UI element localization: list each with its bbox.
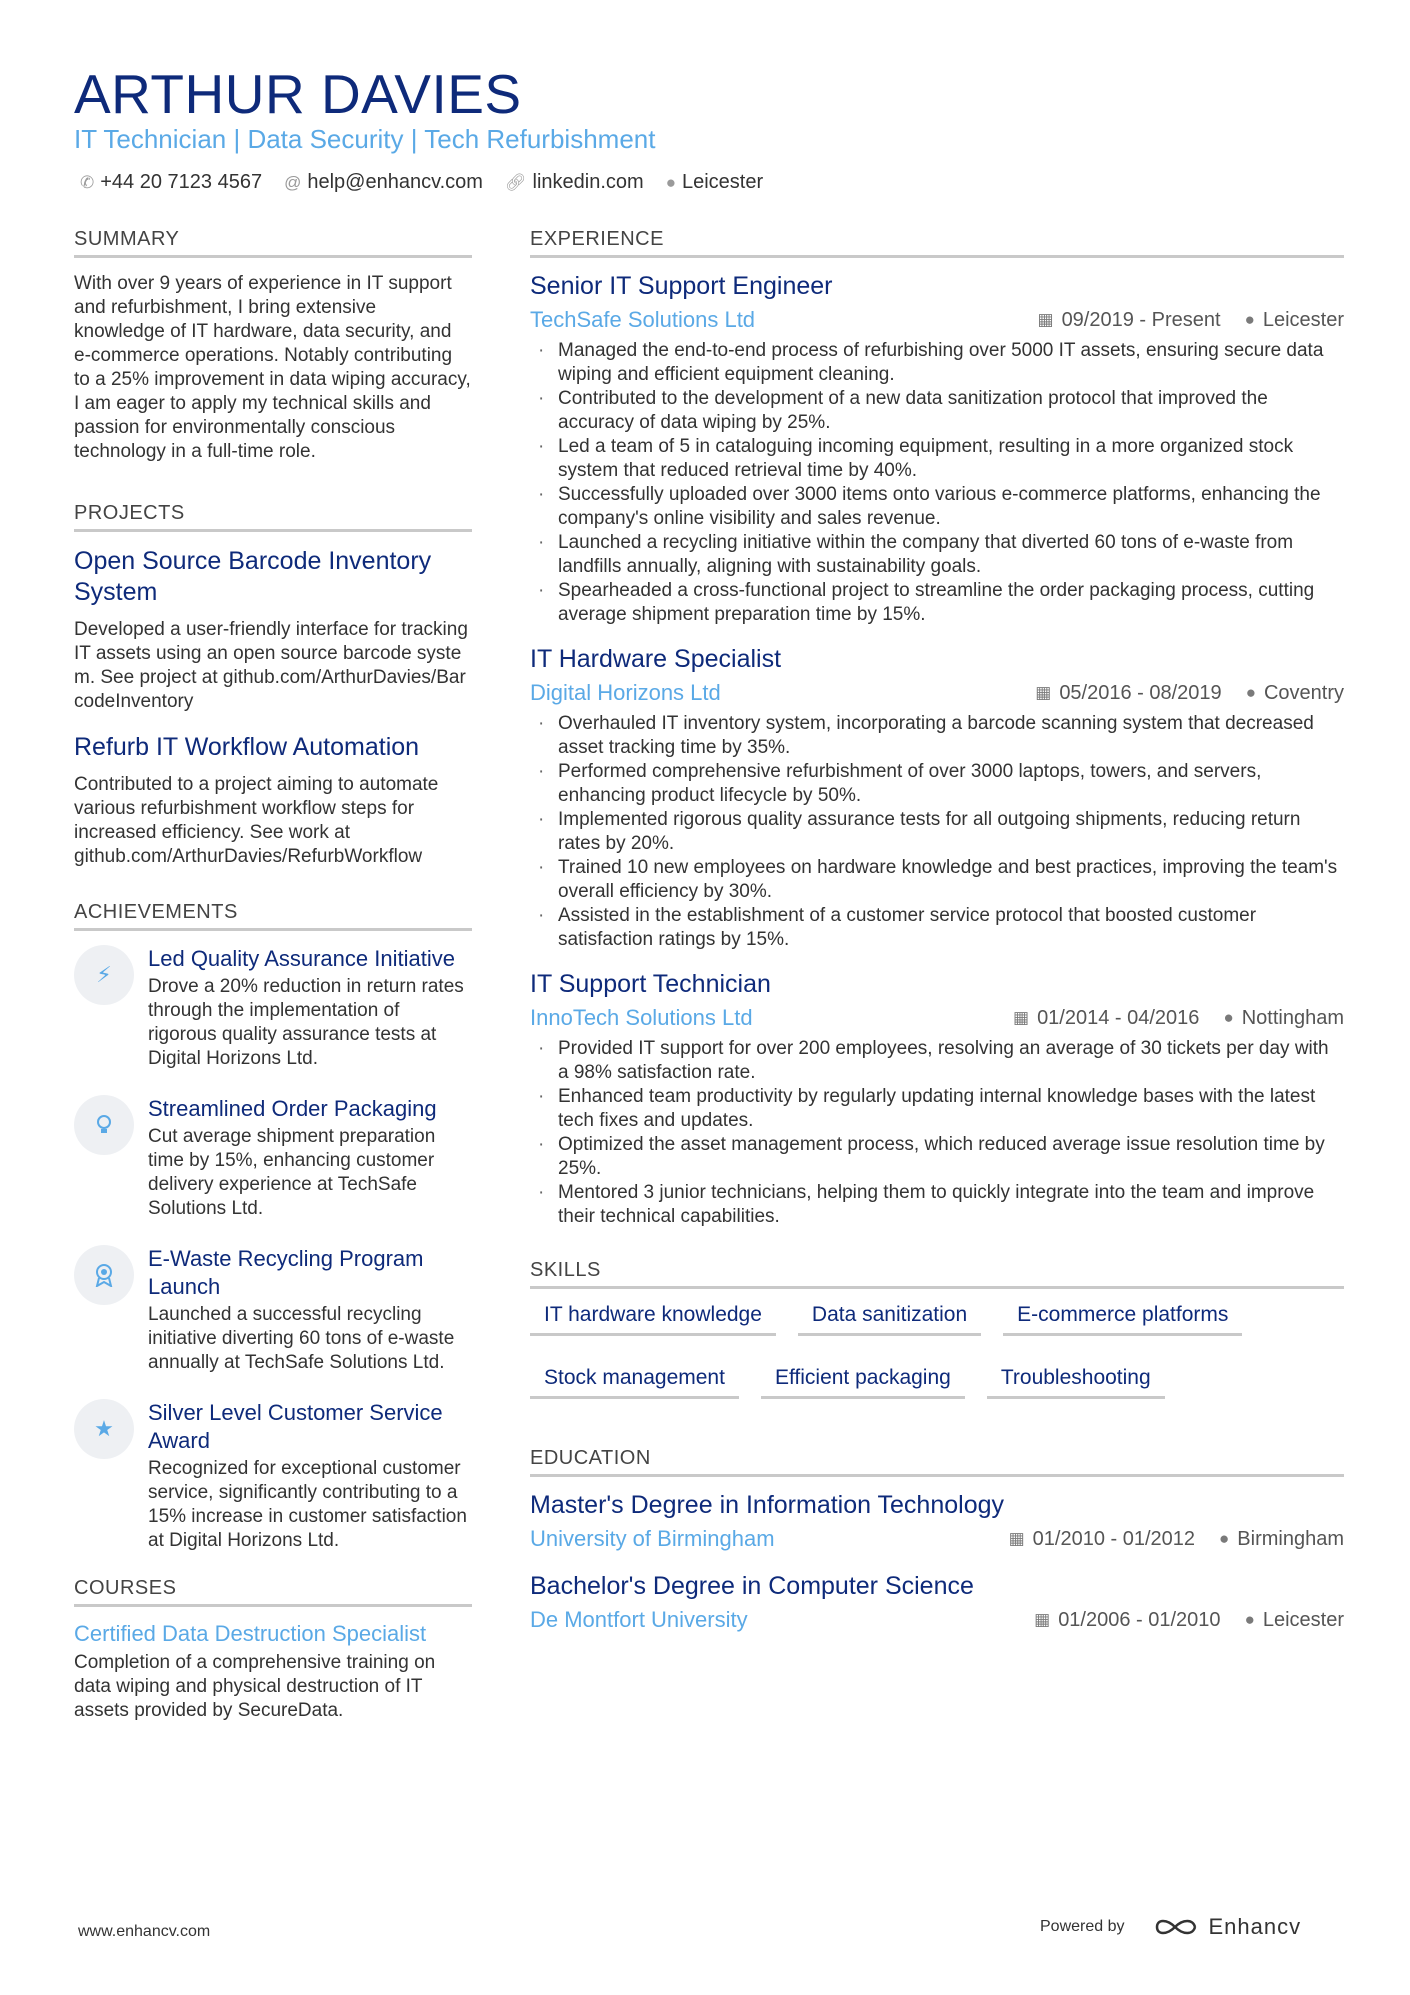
- job-location: Nottingham: [1241, 1006, 1344, 1029]
- location-icon: ●: [1244, 310, 1255, 329]
- skill-tag: Efficient packaging: [761, 1366, 965, 1399]
- job-meta: [530, 680, 1344, 706]
- contact-email[interactable]: [284, 171, 483, 194]
- job-bullet: · Implemented rigorous quality assurance tests for all outgoing shipments, reducing return rates by 20%.: [530, 808, 1344, 856]
- calendar-icon: ▦: [1037, 310, 1054, 329]
- location-icon: ●: [1244, 1610, 1255, 1629]
- achievement-title: Streamlined Order Packaging: [148, 1096, 437, 1121]
- job-dates: 01/2014 - 04/2016: [1037, 1006, 1200, 1029]
- achievement-item: [74, 945, 472, 1071]
- job-bullet: · Led a team of 5 in cataloguing incoming equipment, resulting in a more organized stock system that reduced retrieval time by 40%.: [530, 435, 1344, 483]
- at-icon: @: [284, 172, 302, 192]
- contact-location: [666, 171, 763, 194]
- achievements-heading: ACHIEVEMENTS: [74, 901, 472, 931]
- job-dates: 09/2019 - Present: [1061, 308, 1221, 331]
- education-entry: [530, 1572, 1344, 1633]
- courses-section: [74, 1577, 472, 1723]
- job-bullet: · Successfully uploaded over 3000 items onto various e-commerce platforms, enhancing the company's online visibility and sales revenue.: [530, 483, 1344, 531]
- project-description: Developed a user-friendly interface for tracking IT assets using an open source barcode system. See project at github.com/ArthurDavies/BarcodeInventory: [74, 619, 468, 712]
- job-bullet: · Assisted in the establishment of a customer service protocol that boosted customer satisfaction ratings by 15%.: [530, 904, 1344, 952]
- skill-tag: E-commerce platforms: [1003, 1303, 1242, 1336]
- job-bullet: · Spearheaded a cross-functional project to streamline the order packaging process, cutting average shipment preparation time by 15%.: [530, 579, 1344, 627]
- candidate-tagline: IT Technician | Data Security | Tech Refurbishment: [74, 124, 656, 154]
- education-school: University of Birmingham: [530, 1526, 775, 1551]
- education-degree: Master's Degree in Information Technology: [530, 1491, 1004, 1519]
- achievement-description: Launched a successful recycling initiative diverting 60 tons of e-waste annually at TechSafe Solutions Ltd.: [148, 1304, 455, 1373]
- job-bullets: [530, 1037, 1344, 1229]
- lightning-icon: ⚡︎: [74, 945, 134, 1005]
- job-title: Senior IT Support Engineer: [530, 272, 833, 300]
- job-bullet: · Launched a recycling initiative within the company that diverted 60 tons of e-waste from landfills annually, aligning with sustainability goals.: [530, 531, 1344, 579]
- education-school: De Montfort University: [530, 1607, 748, 1632]
- contact-bar: [80, 171, 763, 194]
- location-icon: ●: [1223, 1008, 1234, 1027]
- enhancv-logo-icon: [1153, 1915, 1199, 1939]
- job-bullet: · Contributed to the development of a new data sanitization protocol that improved the accuracy of data wiping by 25%.: [530, 387, 1344, 435]
- job-bullet: · Trained 10 new employees on hardware knowledge and best practices, improving the team's overall efficiency by 30%.: [530, 856, 1344, 904]
- projects-heading: PROJECTS: [74, 502, 472, 532]
- location-icon: ●: [1219, 1529, 1230, 1548]
- education-meta: [530, 1607, 1344, 1633]
- star-icon: ★: [74, 1399, 134, 1459]
- education-dates: 01/2010 - 01/2012: [1032, 1527, 1196, 1550]
- lightbulb-icon: [74, 1095, 134, 1155]
- job-bullet: · Performed comprehensive refurbishment of over 3000 laptops, towers, and servers, enhancing product lifecycle by 50%.: [530, 760, 1344, 808]
- skills-list: [530, 1303, 1320, 1399]
- contact-linkedin-text[interactable]: linkedin.com: [532, 171, 644, 193]
- skill-tag: Stock management: [530, 1366, 739, 1399]
- achievement-description: Drove a 20% reduction in return rates through the implementation of rigorous quality assurance tests at Digital Horizons Ltd.: [148, 976, 464, 1069]
- skill-tag: Troubleshooting: [987, 1366, 1165, 1399]
- footer-website[interactable]: www.enhancv.com: [78, 1923, 211, 1940]
- project-title: Refurb IT Workflow Automation: [74, 733, 420, 761]
- calendar-icon: ▦: [1013, 1008, 1030, 1027]
- job-meta: [530, 307, 1344, 333]
- projects-section: [74, 502, 472, 869]
- project-description: Contributed to a project aiming to automate various refurbishment workflow steps for increased efficiency. See work at github.com/ArthurDavies/RefurbWorkflow: [74, 774, 439, 867]
- summary-heading: SUMMARY: [74, 228, 472, 258]
- achievement-item: [74, 1095, 472, 1221]
- brand-name: Enhancv: [1208, 1914, 1302, 1939]
- right-column: [530, 228, 1344, 1653]
- candidate-name: ARTHUR DAVIES: [74, 63, 522, 125]
- skill-tag: IT hardware knowledge: [530, 1303, 776, 1336]
- skills-heading: SKILLS: [530, 1259, 1344, 1289]
- left-column: [74, 228, 472, 1723]
- education-section: [530, 1447, 1344, 1633]
- location-icon: ●: [665, 172, 676, 192]
- job-bullet: · Managed the end-to-end process of refurbishing over 5000 IT assets, ensuring secure data wiping and efficient equipment cleaning.: [530, 339, 1344, 387]
- contact-phone: [80, 171, 262, 194]
- job-company: InnoTech Solutions Ltd: [530, 1005, 753, 1030]
- education-heading: EDUCATION: [530, 1447, 1344, 1477]
- job-entry: [530, 970, 1344, 1229]
- contact-linkedin[interactable]: [505, 171, 644, 194]
- experience-section: [530, 228, 1344, 1229]
- job-location: Coventry: [1263, 681, 1344, 704]
- achievement-title: E-Waste Recycling Program Launch: [148, 1246, 424, 1299]
- job-entry: [530, 272, 1344, 627]
- job-title: IT Support Technician: [530, 970, 771, 998]
- job-entry: [530, 645, 1344, 952]
- education-meta: [530, 1526, 1344, 1552]
- job-bullets: [530, 712, 1344, 952]
- award-icon: [74, 1245, 134, 1305]
- enhancv-logo[interactable]: [1153, 1914, 1302, 1940]
- achievement-item: [74, 1399, 472, 1553]
- course-title: Certified Data Destruction Specialist: [74, 1621, 427, 1646]
- achievement-title: Silver Level Customer Service Award: [148, 1400, 443, 1453]
- footer-branding: [1040, 1914, 1301, 1940]
- job-meta: [530, 1005, 1344, 1031]
- contact-location-text: Leicester: [681, 171, 764, 193]
- job-bullet: · Provided IT support for over 200 employees, resolving an average of 30 tickets per day with a 98% satisfaction rate.: [530, 1037, 1344, 1085]
- calendar-icon: ▦: [1008, 1529, 1025, 1548]
- course-description: Completion of a comprehensive training on data wiping and physical destruction of IT assets provided by SecureData.: [74, 1652, 436, 1721]
- achievement-description: Cut average shipment preparation time by 15%, enhancing customer delivery experience at TechSafe Solutions Ltd.: [148, 1126, 436, 1219]
- education-location: Leicester: [1262, 1608, 1344, 1631]
- job-company: TechSafe Solutions Ltd: [530, 307, 756, 332]
- achievement-title: Led Quality Assurance Initiative: [148, 946, 455, 971]
- summary-section: [74, 228, 472, 464]
- job-dates: 05/2016 - 08/2019: [1059, 681, 1222, 704]
- project-item: [74, 546, 472, 714]
- achievement-item: [74, 1245, 472, 1375]
- link-icon: 🔗︎: [504, 172, 527, 192]
- achievement-description: Recognized for exceptional customer service, significantly contributing to a 15% increase in customer satisfaction at Digital Horizons Ltd.: [148, 1458, 467, 1551]
- job-bullet: · Mentored 3 junior technicians, helping them to quickly integrate into the team and improve their technical capabilities.: [530, 1181, 1344, 1229]
- job-company: Digital Horizons Ltd: [530, 680, 721, 705]
- summary-text: With over 9 years of experience in IT support and refurbishment, I bring extensive knowledge of IT hardware, data security, and e-commerce operations. Notably contributing to a 25% improvement in data wiping accuracy, I am eager to apply my technical skills and passion for environmentally conscious technology in a full-time role.: [74, 273, 471, 462]
- job-bullet: · Overhauled IT inventory system, incorporating a barcode scanning system that decreased asset tracking time by 35%.: [530, 712, 1344, 760]
- contact-email-text[interactable]: help@enhancv.com: [307, 171, 483, 193]
- job-bullet: · Optimized the asset management process, which reduced average issue resolution time by 25%.: [530, 1133, 1344, 1181]
- education-dates: 01/2006 - 01/2010: [1058, 1608, 1221, 1631]
- job-bullets: [530, 339, 1344, 627]
- powered-by-label: Powered by: [1040, 1918, 1125, 1935]
- calendar-icon: ▦: [1034, 1610, 1051, 1629]
- job-bullet: · Enhanced team productivity by regularly updating internal knowledge bases with the latest tech fixes and updates.: [530, 1085, 1344, 1133]
- calendar-icon: ▦: [1035, 683, 1052, 702]
- education-location: Birmingham: [1237, 1527, 1344, 1550]
- education-degree: Bachelor's Degree in Computer Science: [530, 1572, 974, 1600]
- job-location: Leicester: [1262, 308, 1344, 331]
- project-item: [74, 732, 472, 869]
- experience-heading: EXPERIENCE: [530, 228, 1344, 258]
- achievements-section: [74, 901, 472, 1553]
- education-entry: [530, 1491, 1344, 1552]
- location-icon: ●: [1245, 683, 1256, 702]
- phone-icon: ✆: [80, 172, 95, 192]
- project-title: Open Source Barcode Inventory System: [74, 547, 432, 606]
- skills-section: [530, 1259, 1344, 1399]
- contact-phone-text: +44 20 7123 4567: [100, 171, 263, 193]
- skill-tag: Data sanitization: [798, 1303, 981, 1336]
- courses-heading: COURSES: [74, 1577, 472, 1607]
- job-title: IT Hardware Specialist: [530, 645, 782, 673]
